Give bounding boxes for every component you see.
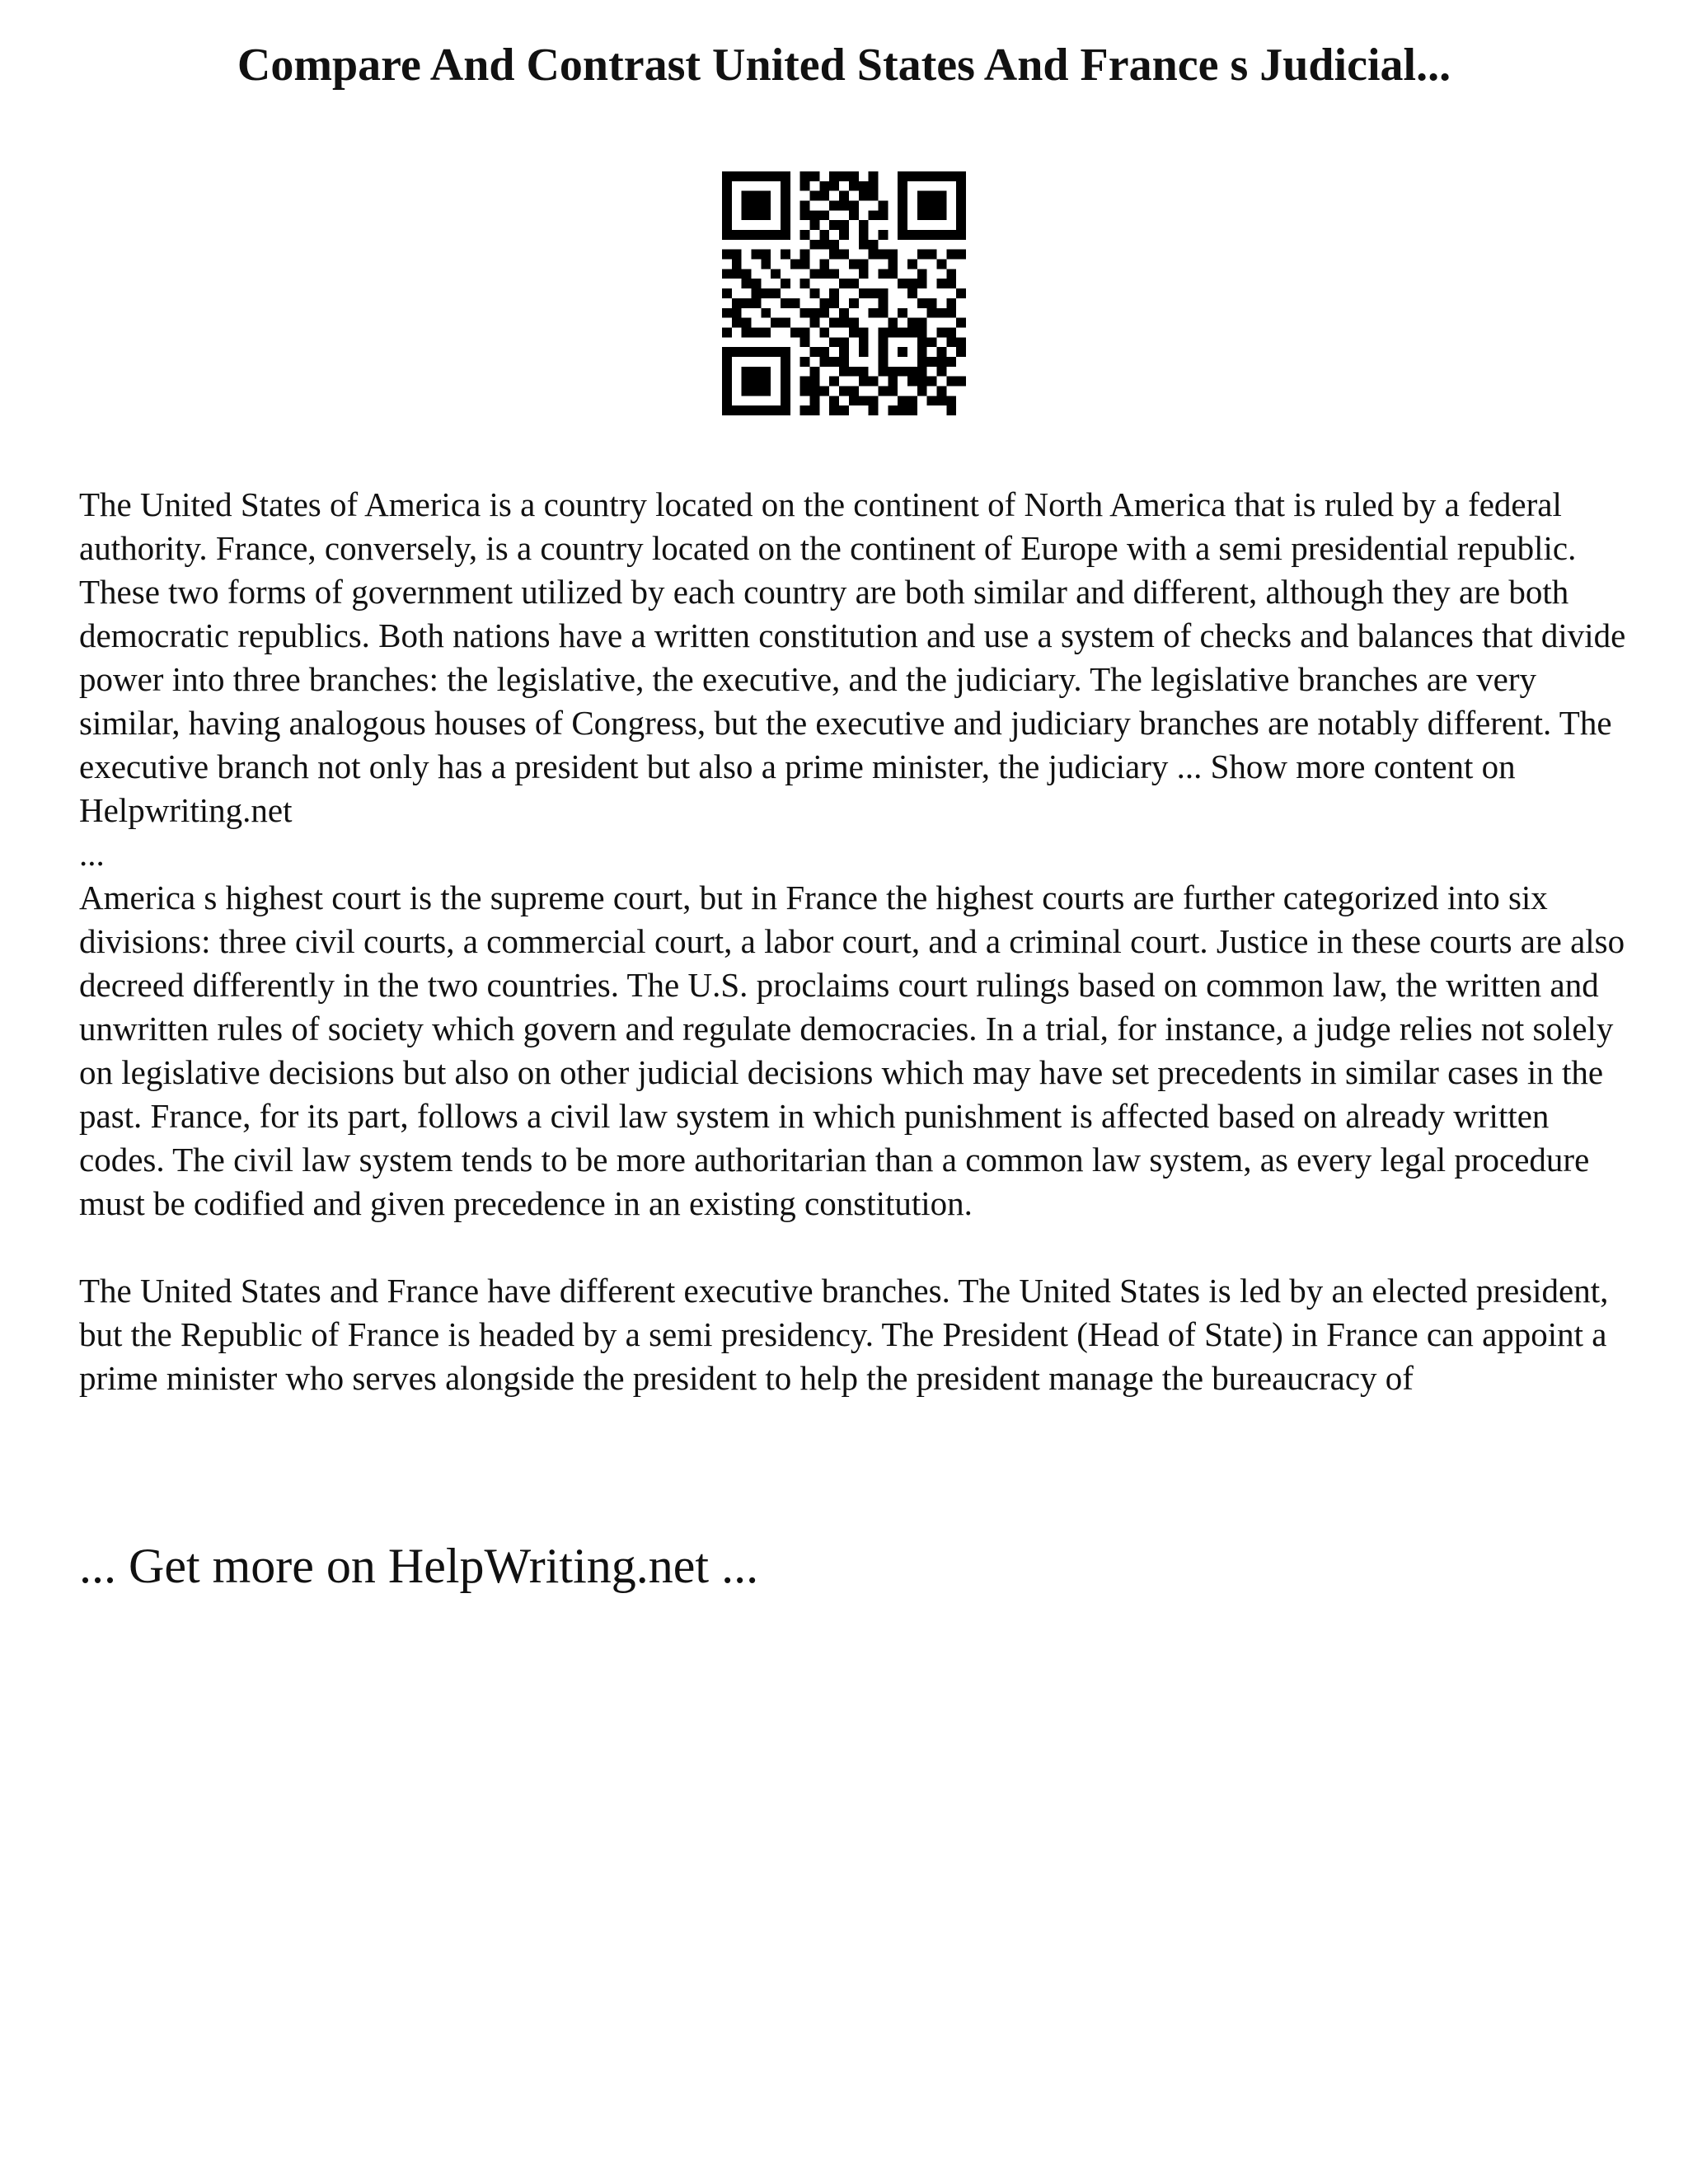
document-title: Compare And Contrast United States And France s Judicial... [237,40,1451,91]
paragraph-1: The United States of America is a country located on the continent of North America that is ruled by a federal authority. France, conversely, is a country located on the continent of Europe with a semi presidential republic. These two forms of government utilized by each country are both similar and different, although they are both democratic republics. Both nations have a written constitution and use a system of checks and balances that divide power into three branches: the legislative, the executive, and the judiciary. The legislative branches are very similar, having analogous houses of Congress, but the executive and judiciary branches are notably different. The executive branch not only has a president but also a prime minister, the judiciary ... Show more content on Helpwriting.net [79,485,1626,829]
document-body [79,483,1637,1400]
qr-code-icon [722,171,966,415]
paragraph-2: America s highest court is the supreme court, but in France the highest courts are further categorized into six divisions: three civil courts, a commercial court, a labor court, and a criminal court. Justice in these courts are also decreed differently in the two countries. The U.S. proclaims court rulings based on common law, the written and unwritten rules of society which govern and regulate democracies. In a trial, for instance, a judge relies not solely on legislative decisions but also on other judicial decisions which may have set precedents in similar cases in the past. France, for its part, follows a civil law system in which punishment is affected based on already written codes. The civil law system tends to be more authoritarian than a common law system, as every legal procedure must be codified and given precedence in an existing constitution. [79,879,1625,1222]
paragraph-3: The United States and France have different executive branches. The United States is led by an elected president, but the Republic of France is headed by a semi presidency. The President (Head of State) in France can appoint a prime minister who serves alongside the president to help the president manage the bureaucracy of [79,1272,1609,1397]
paragraph-ellipsis: ... [79,835,105,873]
paragraph-spacer [79,1226,1637,1269]
get-more-link[interactable]: ... Get more on HelpWriting.net ... [79,1539,759,1593]
